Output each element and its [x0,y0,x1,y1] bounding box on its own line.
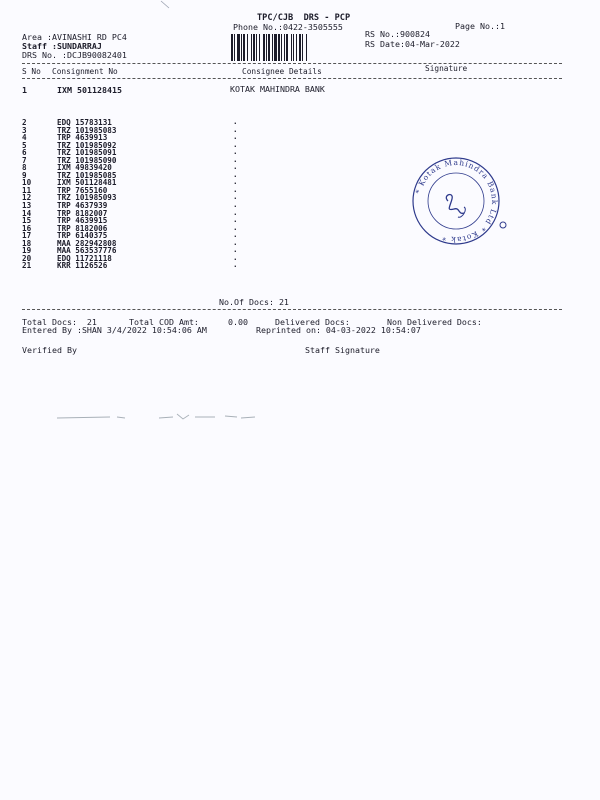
row-sno: 10 [22,178,32,188]
row-sno: 9 [22,170,27,180]
row-consignment: TRP 4637939 [57,201,108,211]
row-consignment: TRP 6140375 [57,231,108,241]
scan-mark [160,0,172,10]
first-row-consignment: IXM 501128415 [57,85,122,95]
non-delivered-docs: Non Delivered Docs: [387,317,482,327]
row-consignment: TRP 8182007 [57,208,108,218]
row-consignment: TRP 4639915 [57,216,108,226]
row-sno: 20 [22,253,32,263]
total-docs: Total Docs: 21 [22,317,97,327]
bank-stamp [402,155,510,247]
row-sno: 8 [22,163,27,173]
row-sno: 11 [22,185,32,195]
rs-date: RS Date:04-Mar-2022 [365,39,460,49]
total-cod-label: Total COD Amt: [129,317,199,327]
row-sno: 19 [22,246,32,256]
staff-label: Staff :SUNDARRAJ [22,41,102,51]
row-consignment: TRZ 101985092 [57,140,117,150]
row-consignee-placeholder: . [233,139,238,149]
row-consignee-placeholder: . [233,207,238,217]
row-consignee-placeholder: . [233,215,238,225]
row-consignee-placeholder: . [233,260,238,270]
verified-by: Verified By [22,345,77,355]
row-sno: 21 [22,261,32,271]
row-consignee-placeholder: . [233,184,238,194]
first-row-sno: 1 [22,85,27,95]
row-consignment: MAA 282942808 [57,238,117,248]
row-consignee-placeholder: . [233,162,238,172]
row-consignee-placeholder: . [233,147,238,157]
row-sno: 3 [22,125,27,135]
report-title: TPC/CJB DRS - PCP [257,13,351,23]
consignment-list [22,119,322,270]
row-consignment: TRZ 101985093 [57,193,117,203]
row-consignment: KRR 1126526 [57,261,108,271]
row-sno: 5 [22,140,27,150]
row-consignee-placeholder: . [233,192,238,202]
total-cod-value: 0.00 [228,317,248,327]
row-sno: 17 [22,231,32,241]
row-consignee-placeholder: . [233,252,238,262]
row-consignment: TRZ 101985085 [57,170,117,180]
row-consignee-placeholder: . [233,154,238,164]
row-consignment: TRZ 101985091 [57,148,117,158]
row-consignment: IXM 49839420 [57,163,112,173]
row-sno: 13 [22,201,32,211]
page-number: Page No.:1 [455,21,505,31]
entered-by: Entered By :SHAN 3/4/2022 10:54:06 AM [22,325,207,335]
row-consignment: TRP 7655160 [57,185,108,195]
first-row-consignee: KOTAK MAHINDRA BANK [230,84,325,94]
column-consignee: Consignee Details [242,67,322,76]
row-sno: 18 [22,238,32,248]
row-consignee-placeholder: . [233,169,238,179]
staff-signature: Staff Signature [305,345,380,355]
column-signature: Signature [425,64,468,73]
row-consignment: TRZ 101985083 [57,125,117,135]
row-consignee-placeholder: . [233,200,238,210]
row-consignment: EDQ 11721118 [57,253,112,263]
row-sno: 12 [22,193,32,203]
reprinted-on: Reprinted on: 04-03-2022 10:54:07 [256,325,421,335]
doc-count: No.Of Docs: 21 [219,297,289,307]
row-consignment: MAA 563537776 [57,246,117,256]
column-sno: S No [22,67,41,76]
row-consignment: IXM 501128481 [57,178,117,188]
row-consignee-placeholder: . [233,230,238,240]
delivered-docs: Delivered Docs: [275,317,350,327]
row-sno: 7 [22,155,27,165]
row-consignment: TRP 4639913 [57,133,108,143]
row-sno: 16 [22,223,32,233]
rs-number: RS No.:900824 [365,29,430,39]
barcode [231,34,355,61]
drs-number: DRS No. :DCJB90082401 [22,50,127,60]
row-consignee-placeholder: . [233,132,238,142]
row-consignee-placeholder: . [233,245,238,255]
row-sno: 2 [22,118,27,127]
row-consignment: TRP 8182006 [57,223,108,233]
row-consignment: TRZ 101985090 [57,155,117,165]
row-sno: 6 [22,148,27,158]
divider-header [22,78,562,79]
svg-text:* Kotak Mahindra Bank Ltd * Ko: * Kotak Mahindra Bank Ltd * Kotak * [413,157,500,245]
faint-scribble [55,408,275,424]
column-consignment: Consignment No [52,67,118,76]
row-consignee-placeholder: . [233,222,238,232]
row-sno: 4 [22,133,27,143]
table-row [22,262,322,270]
row-consignment: EDQ 15783131 [57,118,112,127]
area-label: Area :AVINASHI RD PC4 [22,32,127,42]
divider-top [22,63,562,64]
row-consignee-placeholder: . [233,177,238,187]
row-consignee-placeholder: . [233,237,238,247]
phone-number: Phone No.:0422-3505555 [233,22,343,32]
row-consignee-placeholder: . [233,124,238,134]
divider-bottom [22,309,562,310]
row-sno: 14 [22,208,32,218]
row-sno: 15 [22,216,32,226]
row-consignee-placeholder: . [233,117,238,126]
